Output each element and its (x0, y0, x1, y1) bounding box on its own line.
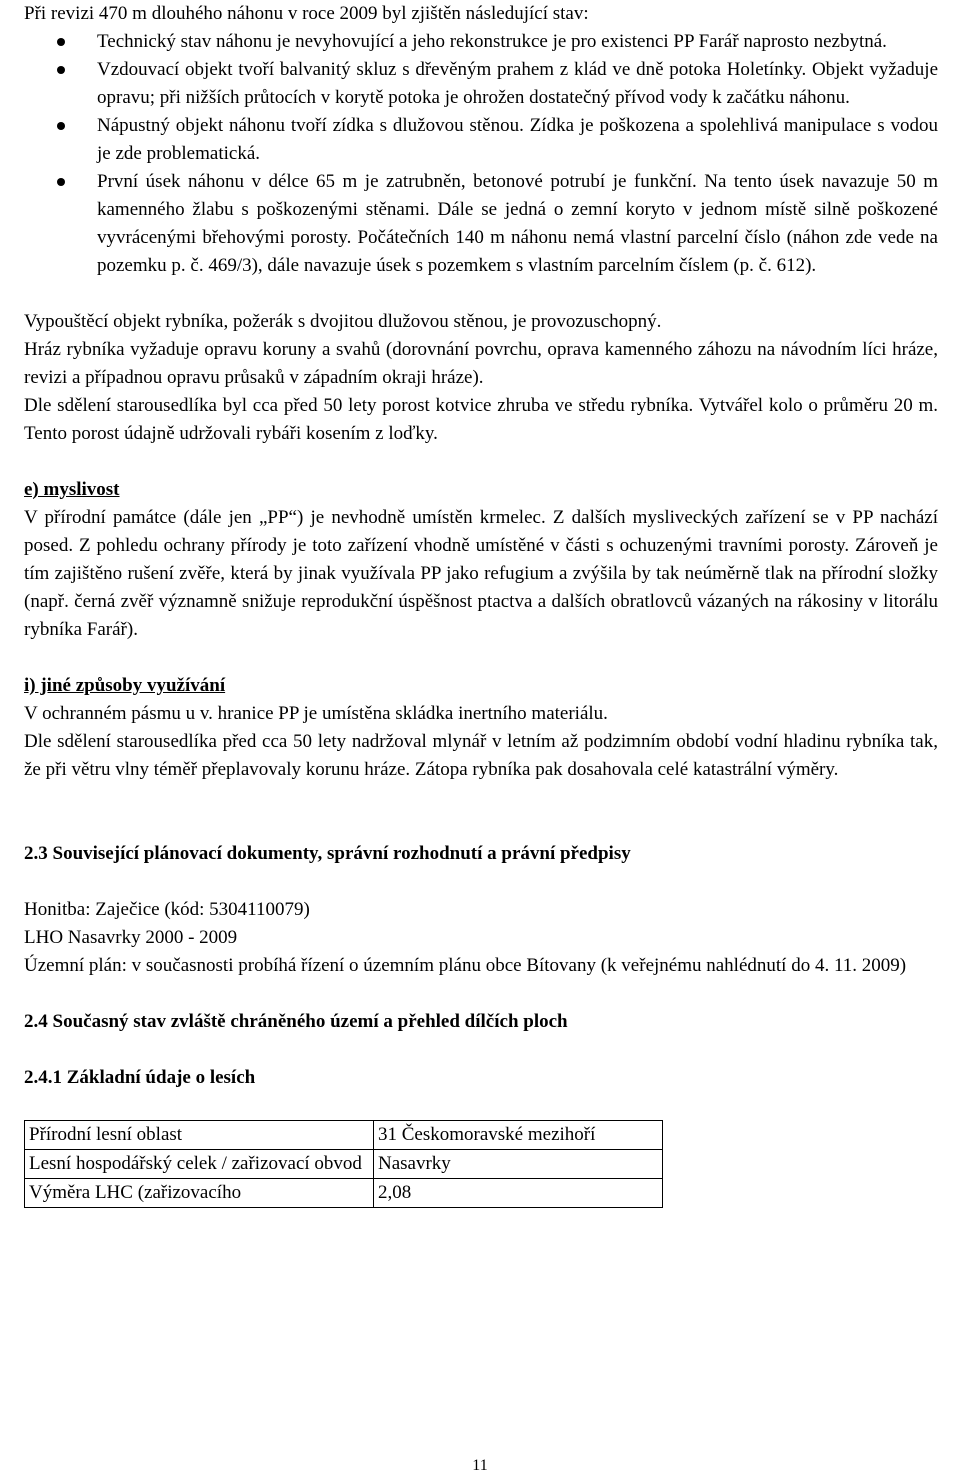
bullet-icon (57, 66, 65, 74)
table-cell-label: Výměra LHC (zařizovacího (25, 1179, 374, 1208)
document-page (24, 0, 938, 1208)
section-2-3-heading: 2.3 Související plánovací dokumenty, správní rozhodnutí a právní předpisy (24, 843, 631, 864)
lho-line: LHO Nasavrky 2000 - 2009 (24, 927, 238, 948)
forest-data-table (24, 1120, 663, 1208)
list-item: Vzdouvací objekt tvoří balvanitý skluz s dřevěným prahem z klád ve dně potoka Holetínky. Objekt vyžaduje opravu; při nižších průtocích v korytě potoka je ohrožen dostatečný přívod vody k začátku náhonu. (24, 56, 938, 112)
section-2-4-1-heading: 2.4.1 Základní údaje o lesích (24, 1067, 256, 1088)
table-cell-value: 2,08 (374, 1179, 663, 1208)
uzemni-plan-line: Územní plán: v současnosti probíhá řízení o územním plánu obce Bítovany (k veřejnému nahlédnutí do 4. 11. 2009) (24, 955, 907, 976)
dam-paragraph: Hráz rybníka vyžaduje opravu koruny a svahů (dorovnání povrchu, oprava kamenného záhozu na návodním líci hráze, revizi a případnou opravu průsaků v západním okraji hráze). (24, 339, 938, 388)
table-row (25, 1121, 663, 1150)
table-cell-label: Lesní hospodářský celek / zařizovací obvod (25, 1150, 374, 1179)
section-i-line2: Dle sdělení starousedlíka před cca 50 lety nadržoval mlynář v letním až podzimním období vodní hladinu rybníka tak, že při větru vlny téměř přeplavovaly korunu hráze. Zátopa rybníka pak dosahovala celé katastrální výměry. (24, 731, 938, 780)
outlet-paragraph: Vypouštěcí objekt rybníka, požerák s dvojitou dlužovou stěnou, je provozuschopný. (24, 311, 662, 332)
kotvice-paragraph: Dle sdělení starousedlíka byl cca před 50 lety porost kotvice zhruba ve středu rybníka. Vytvářel kolo o průměru 20 m. Tento porost údajně udržovali rybáři kosením z loďky. (24, 395, 938, 444)
section-i-heading: i) jiné způsoby využívání (24, 675, 226, 696)
table-row (25, 1179, 663, 1208)
table-row (25, 1150, 663, 1179)
bullet-list (24, 28, 938, 280)
honitba-line: Honitba: Zaječice (kód: 5304110079) (24, 899, 310, 920)
bullet-icon (57, 38, 65, 46)
section-i-line1: V ochranném pásmu u v. hranice PP je umístěna skládka inertního materiálu. (24, 703, 608, 724)
list-item: Nápustný objekt náhonu tvoří zídka s dlužovou stěnou. Zídka je poškozena a spolehlivá manipulace s vodou je zde problematická. (24, 112, 938, 168)
intro-text: Při revizi 470 m dlouhého náhonu v roce 2009 byl zjištěn následující stav: (24, 3, 589, 24)
bullet-icon (57, 122, 65, 130)
list-item: První úsek náhonu v délce 65 m je zatrubněn, betonové potrubí je funkční. Na tento úsek navazuje 50 m kamenného žlabu s poškozenými stěnami. Dále se jedná o zemní koryto v jednom místě silně poškozené vyvrácenými břehovými porosty. Počátečních 140 m náhonu nemá vlastní parcelní číslo (náhon zde vede na pozemku p. č. 469/3), dále navazuje úsek s pozemkem s vlastním parcelním číslem (p. č. 612). (24, 168, 938, 280)
section-2-4-heading: 2.4 Současný stav zvláště chráněného území a přehled dílčích ploch (24, 1011, 568, 1032)
table-cell-value: 31 Českomoravské mezihoří (374, 1121, 663, 1150)
bullet-icon (57, 178, 65, 186)
table-cell-label: Přírodní lesní oblast (25, 1121, 374, 1150)
section-e-heading: e) myslivost (24, 479, 120, 500)
section-e-text: V přírodní památce (dále jen „PP“) je nevhodně umístěn krmelec. Z dalších mysliveckých zařízení se v PP nachází posed. Z pohledu ochrany přírody je toto zařízení vhodně umístěné v části s ochuzenými travními porosty. Zároveň je tím zajištěno rušení zvěře, která by jinak využívala PP jako refugium a zvýšila by tak neúměrně tlak na přírodní složky (např. černá zvěř významně snižuje reprodukční úspěšnost ptactva a dalších obratlovců vázaných na rákosiny v litorálu rybníka Farář). (24, 507, 938, 640)
table-cell-value: Nasavrky (374, 1150, 663, 1179)
page-number: 11 (472, 1457, 488, 1474)
list-item: Technický stav náhonu je nevyhovující a jeho rekonstrukce je pro existenci PP Farář naprosto nezbytná. (24, 28, 938, 56)
